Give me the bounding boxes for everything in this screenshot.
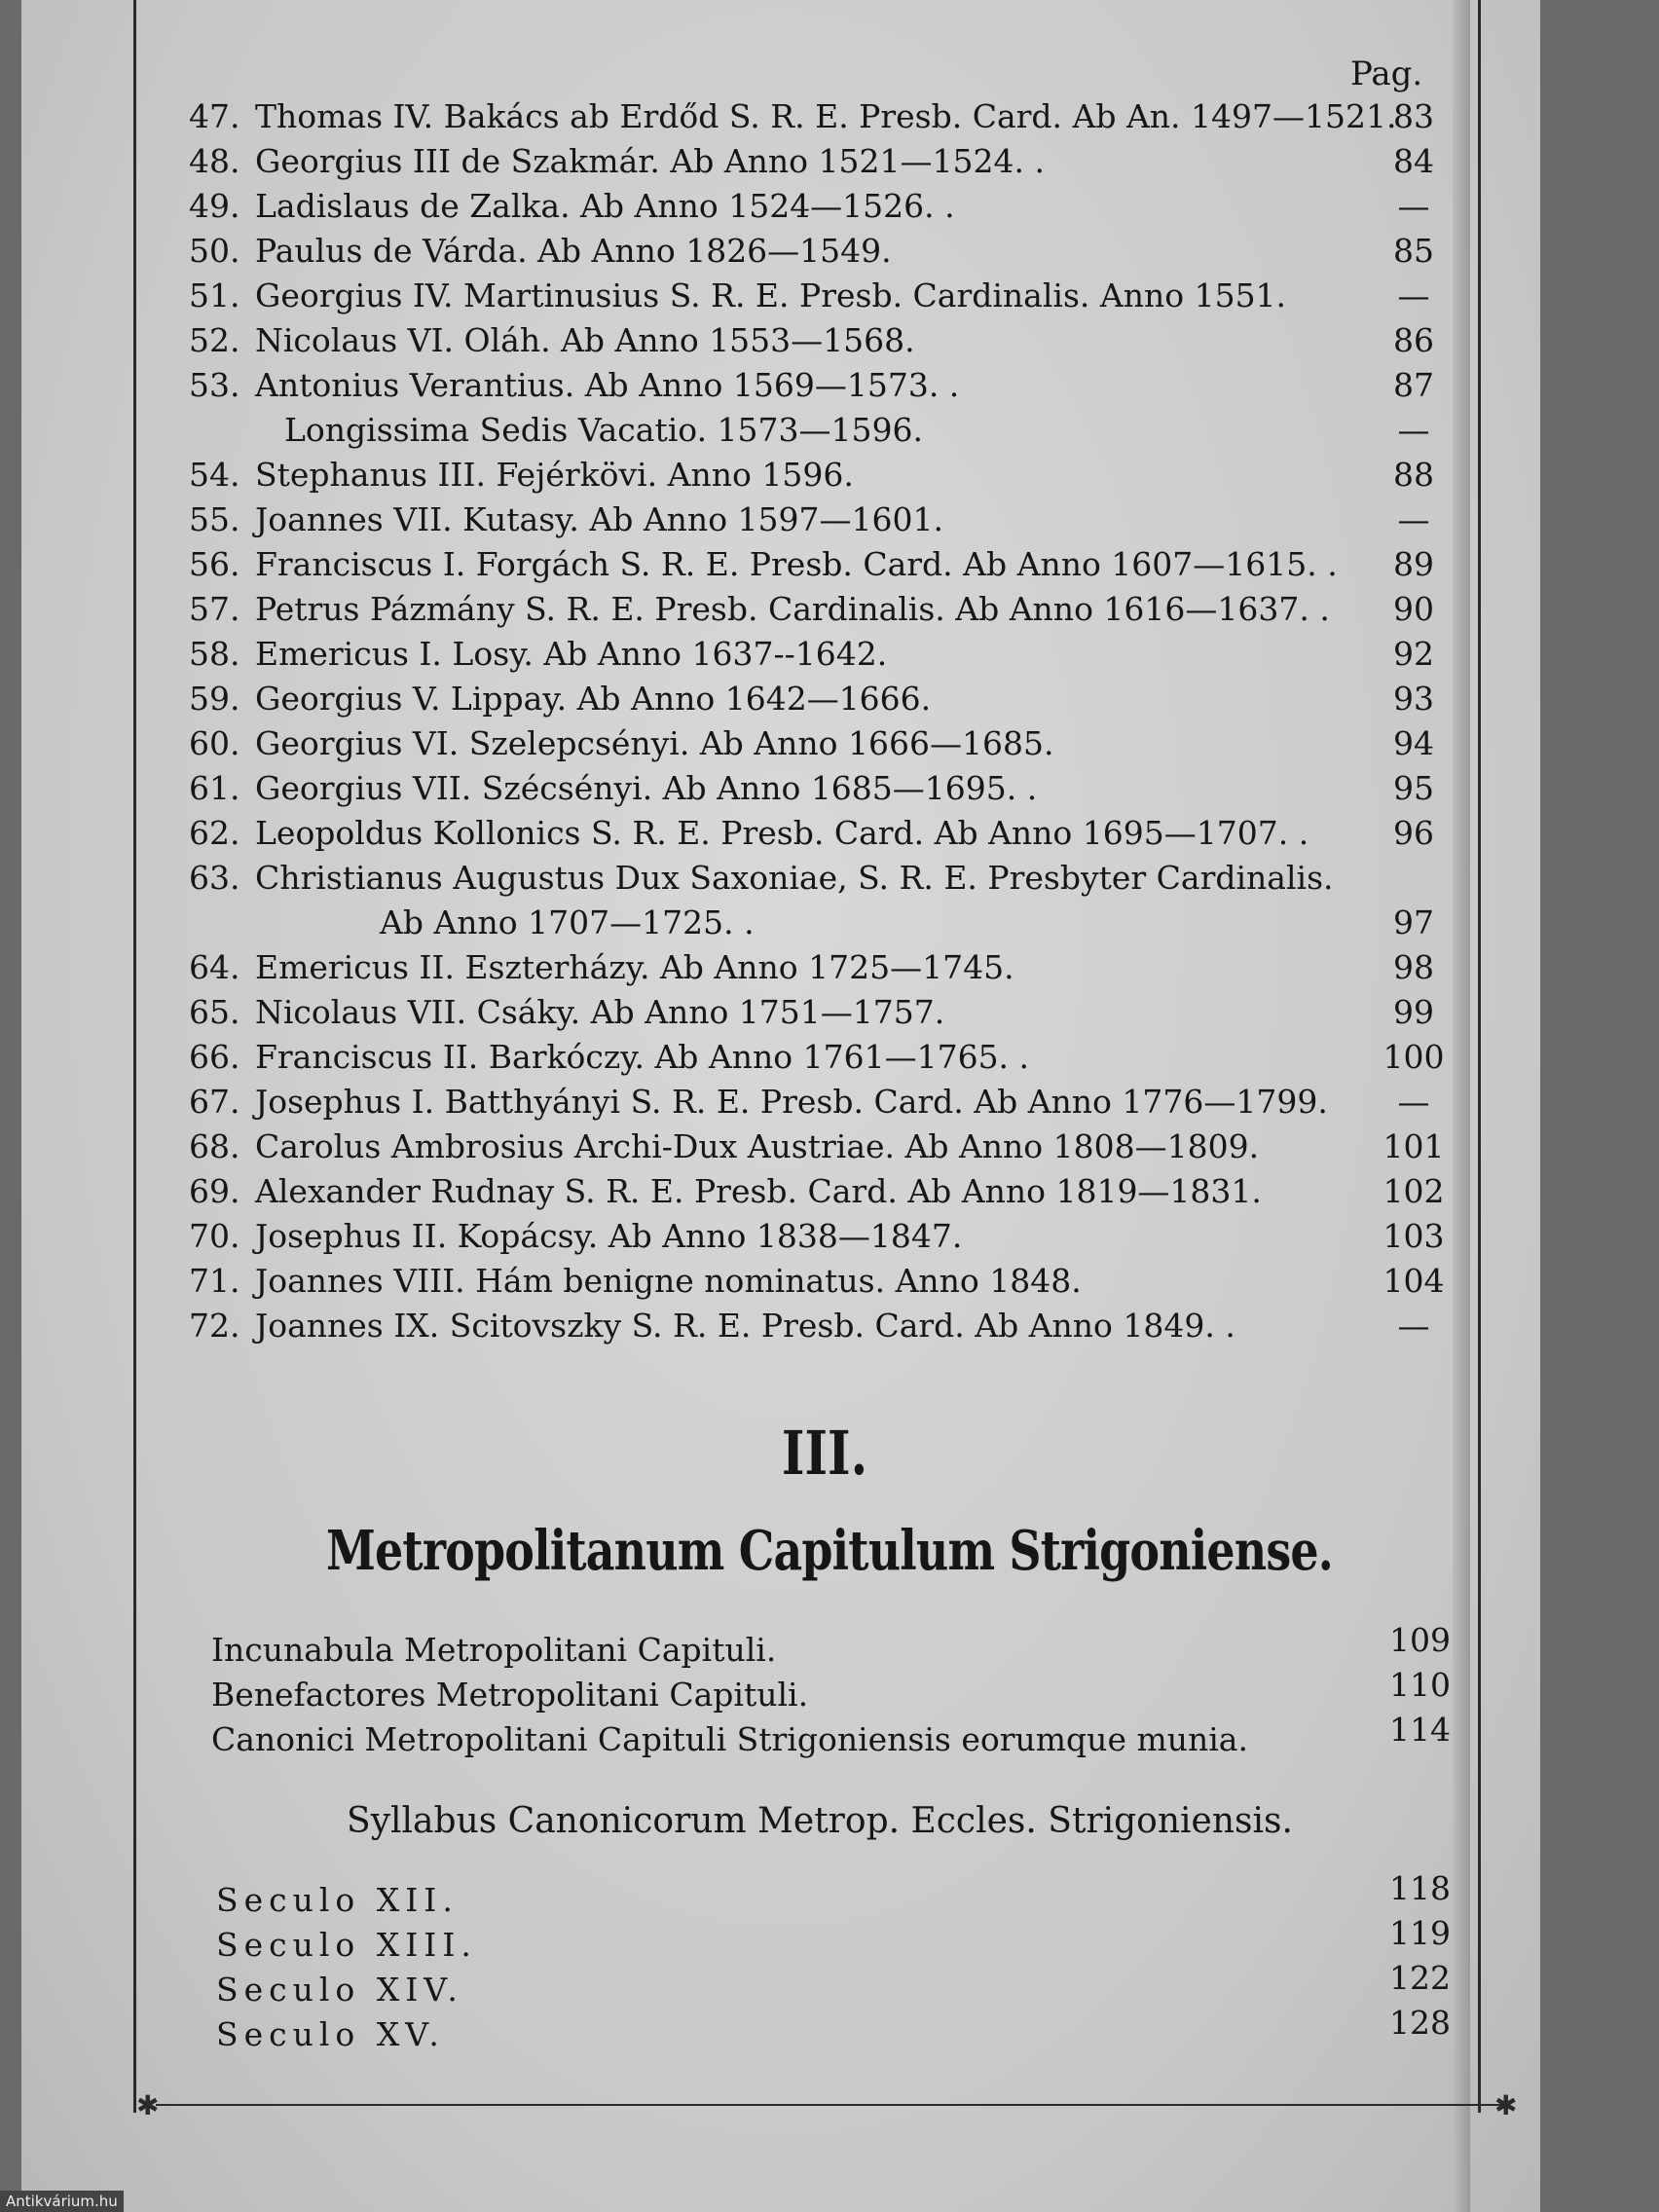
entry-number: 48. <box>189 142 240 180</box>
entry-number: 51. <box>189 276 240 314</box>
entry-number: 61. <box>189 769 240 807</box>
toc-entry <box>21 321 1443 366</box>
seculo-item: Seculo XII. <box>216 1881 459 1919</box>
toc-entry <box>21 187 1443 232</box>
toc-entry <box>21 1307 1443 1351</box>
capitulum-item: Benefactores Metropolitani Capituli. <box>211 1676 809 1714</box>
entry-page: 102 <box>1382 1172 1445 1210</box>
capitulum-item: Incunabula Metropolitani Capituli. <box>211 1631 777 1669</box>
toc-entry <box>21 680 1443 724</box>
toc-entry <box>21 232 1443 276</box>
entry-number: 60. <box>189 724 240 762</box>
entry-text: Georgius IV. Martinusius S. R. E. Presb. Cardinalis. Anno 1551. <box>255 276 1287 314</box>
entry-page: 100 <box>1382 1038 1445 1076</box>
entry-page: 84 <box>1393 142 1434 180</box>
seculo-item: Seculo XIII. <box>216 1926 477 1964</box>
toc-entry <box>21 1127 1443 1172</box>
entry-text: Leopoldus Kollonics S. R. E. Presb. Card. Ab Anno 1695—1707. . <box>255 814 1309 852</box>
toc-entry <box>21 948 1443 993</box>
entry-page: 97 <box>1393 903 1434 941</box>
entry-text: Thomas IV. Bakács ab Erdőd S. R. E. Presb. Card. Ab An. 1497—1521. <box>255 97 1397 135</box>
entry-page: 83 <box>1393 97 1434 135</box>
entry-number: 58. <box>189 635 240 673</box>
entry-text: Petrus Pázmány S. R. E. Presb. Cardinalis. Ab Anno 1616—1637. . <box>255 590 1330 628</box>
entry-text: Carolus Ambrosius Archi-Dux Austriae. Ab Anno 1808—1809. <box>255 1127 1260 1165</box>
toc-entry <box>21 769 1443 814</box>
entry-number: 72. <box>189 1307 240 1345</box>
entry-text: Joannes VIII. Hám benigne nominatus. Anno 1848. <box>255 1262 1082 1300</box>
toc-entry <box>21 724 1443 769</box>
seculo-item-page: 122 <box>1389 1959 1451 1997</box>
entry-page: 86 <box>1393 321 1434 359</box>
toc-entry <box>21 903 1443 948</box>
entry-page: — <box>1397 1307 1430 1345</box>
capitulum-item-page: 110 <box>1389 1666 1451 1704</box>
section-title: Metropolitanum Capitulum Strigoniense. <box>326 1519 1333 1583</box>
entry-page: — <box>1397 411 1430 449</box>
capitulum-item-page: 114 <box>1389 1711 1451 1749</box>
entry-page: — <box>1397 187 1430 225</box>
capitulum-item: Canonici Metropolitani Capituli Strigoniensis eorumque munia. <box>211 1720 1248 1758</box>
seculo-item-page: 118 <box>1389 1869 1451 1907</box>
toc-entry <box>21 366 1443 411</box>
entry-number: 69. <box>189 1172 240 1210</box>
entry-page: 96 <box>1393 814 1434 852</box>
entry-page: 94 <box>1393 724 1434 762</box>
entry-number: 54. <box>189 456 240 494</box>
entry-number: 49. <box>189 187 240 225</box>
entry-page: 101 <box>1382 1127 1445 1165</box>
entry-text: Nicolaus VII. Csáky. Ab Anno 1751—1757. <box>255 993 945 1031</box>
entry-text: Alexander Rudnay S. R. E. Presb. Card. Ab Anno 1819—1831. <box>255 1172 1262 1210</box>
entry-text: Emericus I. Losy. Ab Anno 1637--1642. <box>255 635 888 673</box>
toc-entry <box>21 1262 1443 1307</box>
entry-text: Joannes VII. Kutasy. Ab Anno 1597—1601. <box>255 500 944 538</box>
entry-page: 85 <box>1393 232 1434 270</box>
entry-text: Josephus II. Kopácsy. Ab Anno 1838—1847. <box>255 1217 963 1255</box>
bottom-ornament <box>136 2083 1524 2132</box>
entry-number: 67. <box>189 1083 240 1121</box>
section-number: III. <box>781 1418 868 1490</box>
entry-text: Joannes IX. Scitovszky S. R. E. Presb. Card. Ab Anno 1849. . <box>255 1307 1235 1345</box>
page-edge <box>1453 0 1470 2212</box>
seculo-item-page: 119 <box>1389 1914 1451 1952</box>
entry-number: 47. <box>189 97 240 135</box>
entry-text: Ab Anno 1707—1725. . <box>380 903 755 941</box>
toc-entry <box>21 411 1443 456</box>
seculo-item-page: 128 <box>1389 2004 1451 2042</box>
entry-number: 57. <box>189 590 240 628</box>
pag-header: Pag. <box>1350 55 1423 93</box>
entry-text: Franciscus I. Forgách S. R. E. Presb. Card. Ab Anno 1607—1615. . <box>255 545 1338 583</box>
toc-entry <box>21 142 1443 187</box>
toc-entry <box>21 590 1443 635</box>
entry-text: Georgius V. Lippay. Ab Anno 1642—1666. <box>255 680 932 718</box>
entry-page: 104 <box>1382 1262 1445 1300</box>
watermark: Antikvárium.hu <box>0 2191 124 2212</box>
entry-page: 90 <box>1393 590 1434 628</box>
toc-entry <box>21 1083 1443 1127</box>
entry-number: 68. <box>189 1127 240 1165</box>
book-page <box>21 0 1540 2212</box>
entry-number: 65. <box>189 993 240 1031</box>
entry-page: 92 <box>1393 635 1434 673</box>
entry-page: 88 <box>1393 456 1434 494</box>
syllabus-subheading: Syllabus Canonicorum Metrop. Eccles. Strigoniensis. <box>347 1801 1293 1841</box>
seculo-item: Seculo XV. <box>216 2015 445 2053</box>
entry-number: 50. <box>189 232 240 270</box>
toc-entry <box>21 500 1443 545</box>
entry-page: 95 <box>1393 769 1434 807</box>
entry-page: — <box>1397 500 1430 538</box>
entry-number: 70. <box>189 1217 240 1255</box>
toc-entry <box>21 1038 1443 1083</box>
toc-entry <box>21 545 1443 590</box>
toc-entry <box>21 635 1443 680</box>
entry-number: 52. <box>189 321 240 359</box>
entry-number: 66. <box>189 1038 240 1076</box>
toc-entry <box>21 859 1443 903</box>
entry-text: Georgius VI. Szelepcsényi. Ab Anno 1666—1685. <box>255 724 1054 762</box>
toc-entry <box>21 1217 1443 1262</box>
entry-number: 55. <box>189 500 240 538</box>
toc-entry <box>21 456 1443 500</box>
entry-text: Emericus II. Eszterházy. Ab Anno 1725—1745. <box>255 948 1014 986</box>
svg-text:✱: ✱ <box>136 2089 160 2121</box>
entry-number: 63. <box>189 859 240 897</box>
entry-text: Antonius Verantius. Ab Anno 1569—1573. . <box>255 366 960 404</box>
entry-number: 64. <box>189 948 240 986</box>
entry-page: 87 <box>1393 366 1434 404</box>
capitulum-item-page: 109 <box>1389 1621 1451 1659</box>
entry-text: Nicolaus VI. Oláh. Ab Anno 1553—1568. <box>255 321 915 359</box>
entry-text: Franciscus II. Barkóczy. Ab Anno 1761—1765. . <box>255 1038 1030 1076</box>
entry-page: 103 <box>1382 1217 1445 1255</box>
toc-entry <box>21 1172 1443 1217</box>
entry-text: Josephus I. Batthyányi S. R. E. Presb. Card. Ab Anno 1776—1799. <box>255 1083 1328 1121</box>
entry-page: 89 <box>1393 545 1434 583</box>
entry-page: — <box>1397 1083 1430 1121</box>
entry-text: Georgius III de Szakmár. Ab Anno 1521—1524. . <box>255 142 1045 180</box>
seculo-item: Seculo XIV. <box>216 1971 463 2009</box>
svg-text:✱: ✱ <box>1494 2089 1518 2121</box>
entry-text: Christianus Augustus Dux Saxoniae, S. R. E. Presbyter Cardinalis. <box>255 859 1334 897</box>
entry-number: 62. <box>189 814 240 852</box>
entry-number: 56. <box>189 545 240 583</box>
entry-number: 53. <box>189 366 240 404</box>
entry-page: 98 <box>1393 948 1434 986</box>
entry-page: — <box>1397 276 1430 314</box>
entry-text: Georgius VII. Szécsényi. Ab Anno 1685—1695. . <box>255 769 1038 807</box>
entry-text: Ladislaus de Zalka. Ab Anno 1524—1526. . <box>255 187 955 225</box>
entry-text: Stephanus III. Fejérkövi. Anno 1596. <box>255 456 854 494</box>
toc-entry <box>21 993 1443 1038</box>
toc-entry <box>21 97 1443 142</box>
entry-number: 71. <box>189 1262 240 1300</box>
entry-page: 93 <box>1393 680 1434 718</box>
entry-text: Longissima Sedis Vacatio. 1573—1596. <box>284 411 924 449</box>
entry-number: 59. <box>189 680 240 718</box>
entry-text: Paulus de Várda. Ab Anno 1826—1549. <box>255 232 892 270</box>
entry-page: 99 <box>1393 993 1434 1031</box>
toc-entry <box>21 276 1443 321</box>
toc-entry <box>21 814 1443 859</box>
